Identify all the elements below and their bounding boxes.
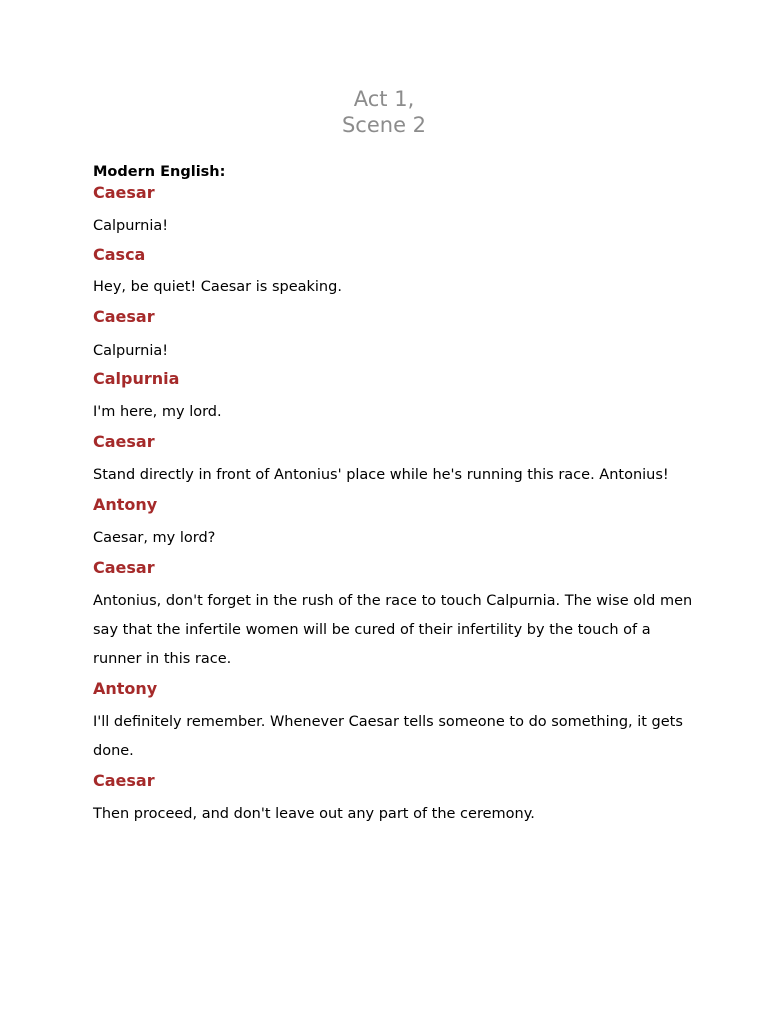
dialogue-entry <box>93 495 693 553</box>
dialogue-line: Antonius, don't forget in the rush of the race to touch Calpurnia. The wise old men say that the infertile women will be cured of their infertility by the touch of a runner in this race. <box>93 593 693 667</box>
dialogue-line: Calpurnia! <box>93 218 169 234</box>
dialogue-entry <box>93 369 693 427</box>
dialogue-line: Caesar, my lord? <box>93 530 216 546</box>
speaker-name: Casca <box>93 245 146 264</box>
speaker-name: Caesar <box>93 183 155 202</box>
speaker-name: Antony <box>93 679 158 698</box>
dialogue-entry <box>93 183 693 241</box>
dialogue-entry <box>93 432 693 490</box>
speaker-name: Calpurnia <box>93 369 180 388</box>
speaker-name: Caesar <box>93 307 155 326</box>
dialogue-line: I'm here, my lord. <box>93 404 222 420</box>
dialogue-entry <box>93 245 693 302</box>
script-content <box>93 164 693 829</box>
page-title <box>0 86 768 138</box>
dialogue-line: Hey, be quiet! Caesar is speaking. <box>93 279 342 295</box>
speaker-name: Caesar <box>93 432 155 451</box>
dialogue-line: Stand directly in front of Antonius' place while he's running this race. Antonius! <box>93 467 669 483</box>
dialogue-line: I'll definitely remember. Whenever Caesar tells someone to do something, it gets done. <box>93 714 683 759</box>
dialogue-entry <box>93 307 693 366</box>
dialogue-entry <box>93 771 693 829</box>
speaker-name: Caesar <box>93 771 155 790</box>
title-line-scene: Scene 2 <box>341 113 427 137</box>
title-line-act: Act 1, <box>353 87 415 111</box>
section-label: Modern English: <box>93 164 226 180</box>
speaker-name: Caesar <box>93 558 155 577</box>
speaker-name: Antony <box>93 495 158 514</box>
dialogue-entry <box>93 679 693 766</box>
dialogue-entry <box>93 558 693 674</box>
dialogue-line: Then proceed, and don't leave out any part of the ceremony. <box>93 806 535 822</box>
dialogue-line: Calpurnia! <box>93 343 169 359</box>
